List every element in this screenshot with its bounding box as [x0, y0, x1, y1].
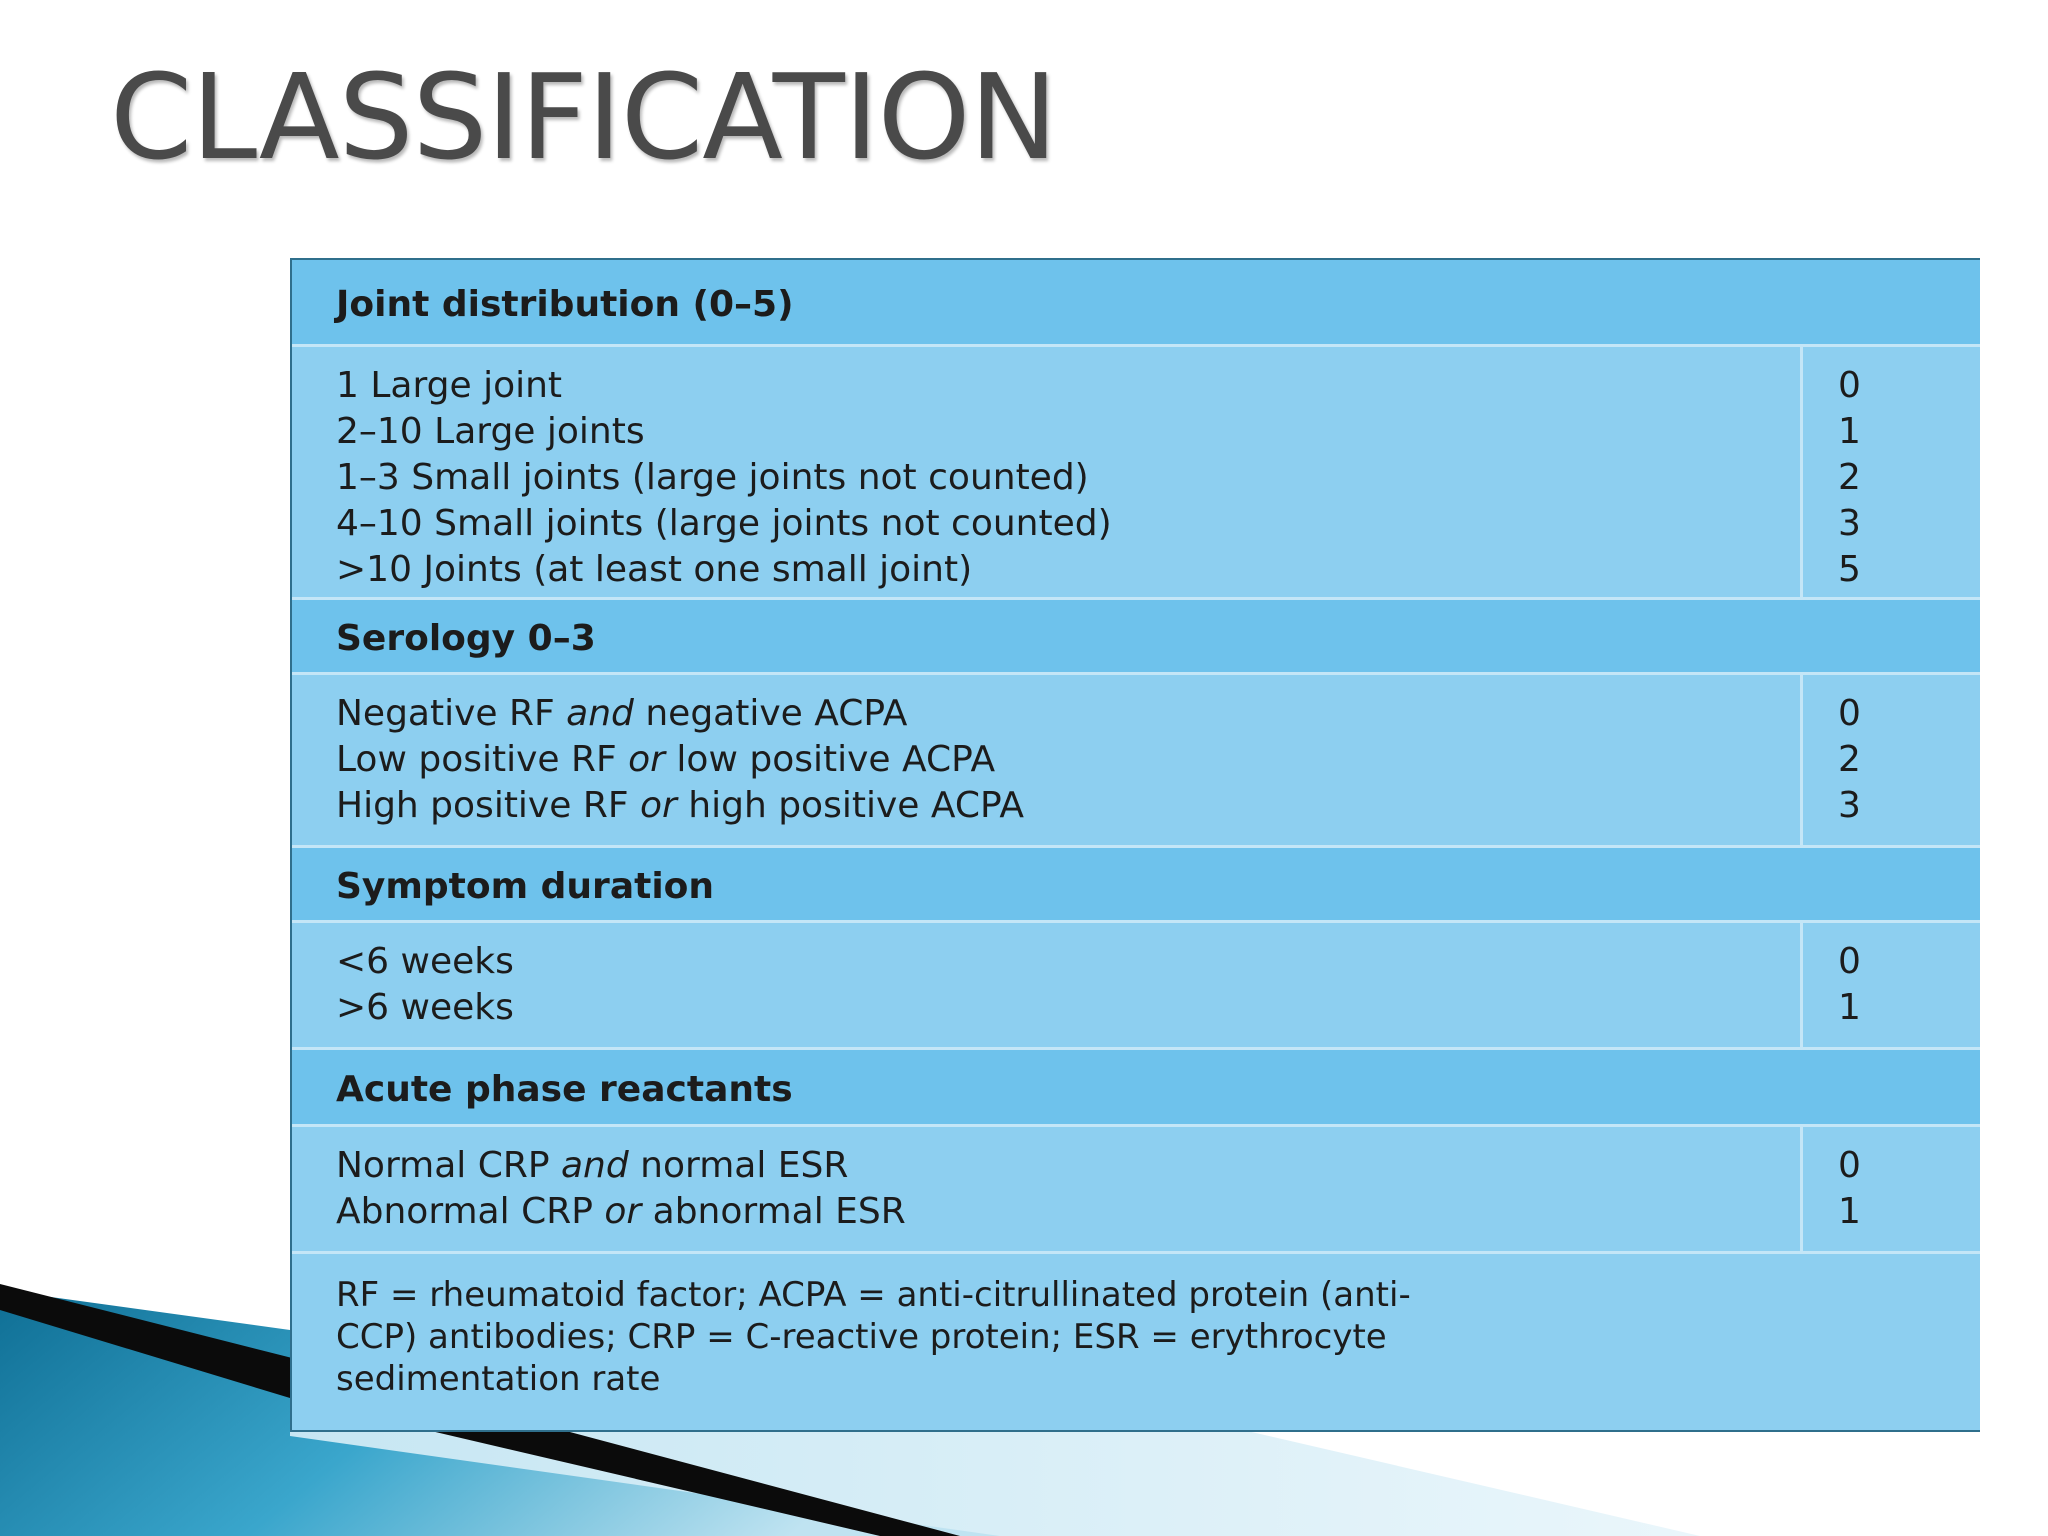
- row-label: >6 weeks: [336, 987, 514, 1028]
- column-divider: [1800, 675, 1803, 845]
- section-title: Acute phase reactants: [336, 1069, 793, 1110]
- row-label: Normal CRP and normal ESR: [336, 1145, 849, 1186]
- section-title: Symptom duration: [336, 866, 715, 907]
- row-label: 1–3 Small joints (large joints not counted): [336, 457, 1089, 498]
- row-score: 1: [1838, 1191, 1861, 1232]
- row-score: 3: [1838, 503, 1861, 544]
- row-score: 0: [1838, 365, 1861, 406]
- row-label: >10 Joints (at least one small joint): [336, 549, 973, 590]
- column-divider: [1800, 923, 1803, 1047]
- row-score: 5: [1838, 549, 1861, 590]
- row-label: 2–10 Large joints: [336, 411, 645, 452]
- row-score: 1: [1838, 411, 1861, 452]
- section-body-joint-distribution: [292, 344, 1980, 600]
- row-label: Negative RF and negative ACPA: [336, 693, 908, 734]
- row-label: High positive RF or high positive ACPA: [336, 785, 1025, 826]
- row-score: 1: [1838, 987, 1861, 1028]
- section-title: Serology 0–3: [336, 618, 596, 659]
- section-header-serology: [292, 600, 1980, 672]
- section-header-joint-distribution: [292, 260, 1980, 344]
- row-label: <6 weeks: [336, 941, 514, 982]
- slide-title: CLASSIFICATION: [110, 48, 1057, 186]
- section-header-acute-phase-reactants: [292, 1050, 1980, 1124]
- section-header-symptom-duration: [292, 848, 1980, 920]
- classification-table: [290, 258, 1980, 1432]
- column-divider: [1800, 1127, 1803, 1251]
- section-body-serology: [292, 672, 1980, 848]
- row-score: 0: [1838, 941, 1861, 982]
- section-body-acute-phase-reactants: [292, 1124, 1980, 1254]
- section-title: Joint distribution (0–5): [336, 284, 794, 325]
- row-label: 4–10 Small joints (large joints not counted): [336, 503, 1112, 544]
- row-score: 2: [1838, 739, 1861, 780]
- section-body-symptom-duration: [292, 920, 1980, 1050]
- row-label: 1 Large joint: [336, 365, 563, 406]
- row-score: 2: [1838, 457, 1861, 498]
- row-label: Low positive RF or low positive ACPA: [336, 739, 996, 780]
- table-footnote: RF = rheumatoid factor; ACPA = anti-citrullinated protein (anti- CCP) antibodies; CRP = C-reactive protein; ESR = erythrocyte sedimentation rate: [336, 1275, 1411, 1399]
- row-score: 3: [1838, 785, 1861, 826]
- row-score: 0: [1838, 693, 1861, 734]
- row-label: Abnormal CRP or abnormal ESR: [336, 1191, 906, 1232]
- column-divider: [1800, 347, 1803, 597]
- row-score: 0: [1838, 1145, 1861, 1186]
